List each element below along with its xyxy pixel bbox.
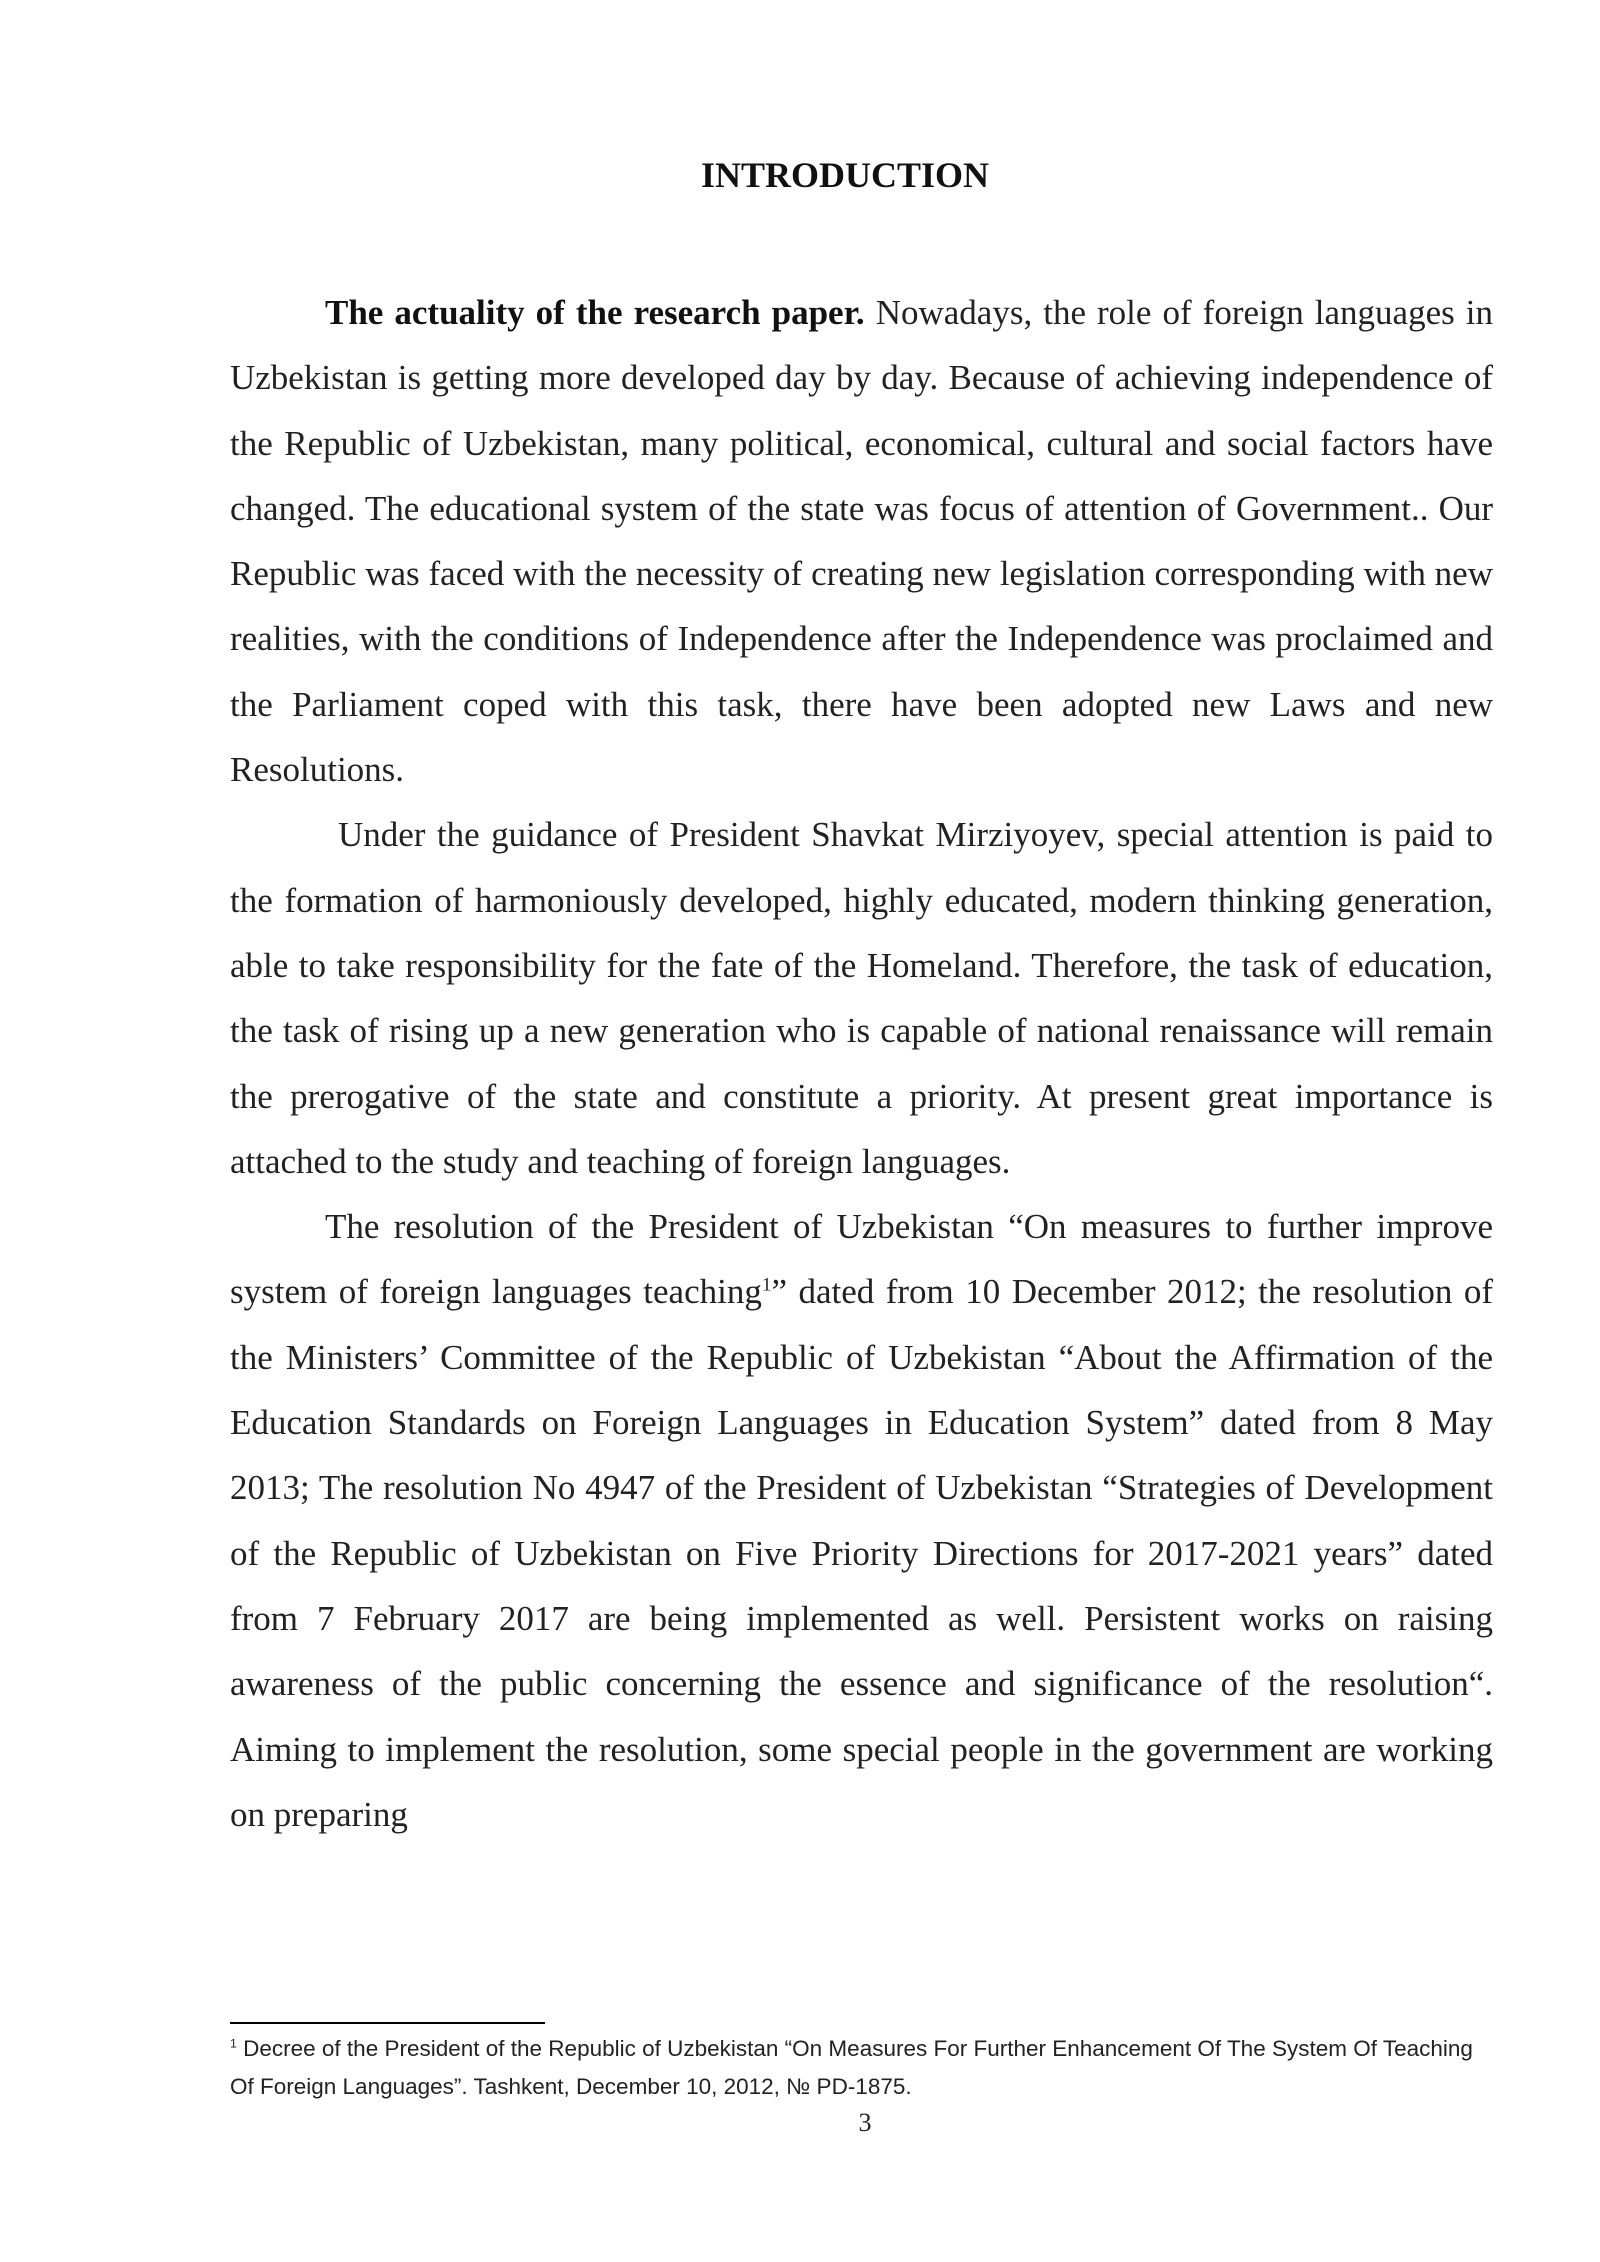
paragraph-text-after-ref: ” dated from 10 December 2012; the resolution of the Ministers’ Committee of the Republic of Uzbekistan “About the Affirmation of the Education Standards on Foreign Languages in Education System” dated from 8 May 2013; The resolution No 4947 of the President of Uzbekistan “Strategies of Development of the Republic of Uzbekistan on Five Priority Directions for 2017-2021 years” dated from 7 February 2017 are being implemented as well. Persistent works on raising awareness of the public concerning the essence and significance of the resolution“. Aiming to implement the resolution, some special people in the government are working on preparing: [230, 1272, 1494, 1834]
paragraph-resolutions: [230, 1194, 1493, 1847]
paragraph-president-guidance: [230, 802, 1493, 1194]
footnote-reference[interactable]: 1: [761, 1274, 772, 1296]
footnote: [230, 2030, 1493, 2106]
paragraph-actuality: [230, 280, 1493, 802]
footnote-separator: [230, 2022, 545, 2024]
footnote-number: 1: [230, 2036, 237, 2051]
section-heading: INTRODUCTION: [700, 155, 990, 195]
paragraph-bold-lead: The actuality of the research paper.: [325, 293, 865, 332]
page-number: 3: [858, 2108, 872, 2137]
body-text: [230, 280, 1493, 1847]
footnote-text: Decree of the President of the Republic of Uzbekistan “On Measures For Further Enhancement Of The System Of Teaching Of Foreign Languages”. Tashkent, December 10, 2012, № PD-1875.: [230, 2036, 1473, 2099]
paragraph-text-before-ref: The resolution of the President of Uzbekistan “On measures to further improve system of foreign languages teaching: [230, 1207, 1493, 1312]
paragraph-text: Under the guidance of President Shavkat Mirziyoyev, special attention is paid to the formation of harmoniously developed, highly educated, modern thinking generation, able to take responsibility for the fate of the Homeland. Therefore, the task of education, the task of rising up a new generation who is capable of national renaissance will remain the prerogative of the state and constitute a priority. At present great importance is attached to the study and teaching of foreign languages.: [230, 815, 1493, 1181]
paragraph-text: Nowadays, the role of foreign languages in Uzbekistan is getting more developed day by day. Because of achieving independence of the Republic of Uzbekistan, many political, economical, cultural and social factors have changed. The educational system of the state was focus of attention of Government.. Our Republic was faced with the necessity of creating new legislation corresponding with new realities, with the conditions of Independence after the Independence was proclaimed and the Parliament coped with this task, there have been adopted new Laws and new Resolutions.: [230, 293, 1494, 790]
